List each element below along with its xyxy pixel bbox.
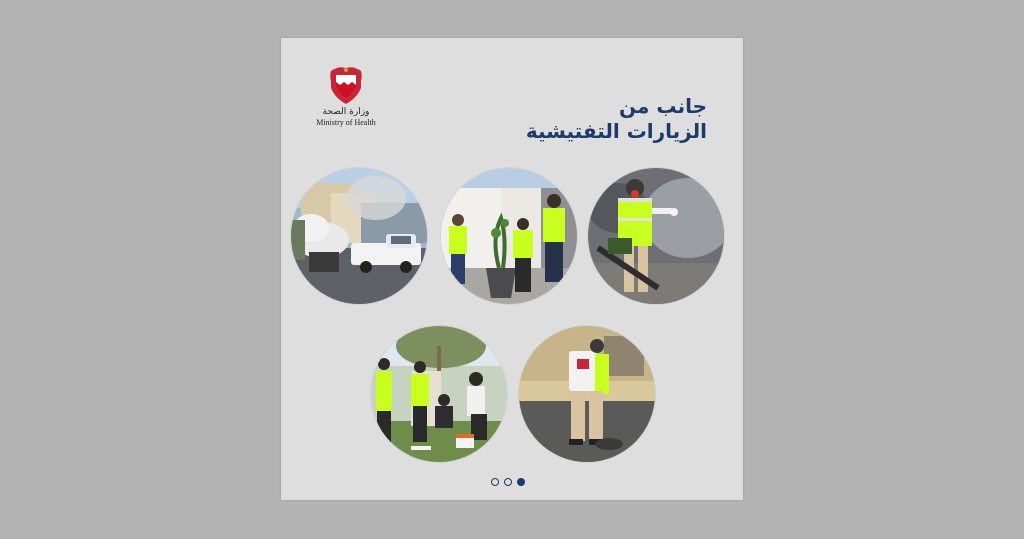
photo-team-garden-inspection[interactable] bbox=[371, 326, 507, 462]
photo-inspectors-planter-image bbox=[441, 168, 577, 304]
photo-team-garden-inspection-image bbox=[371, 326, 507, 462]
logo-english-name: Ministry of Health bbox=[316, 118, 376, 127]
carousel-dot-1[interactable] bbox=[491, 478, 499, 486]
ministry-logo bbox=[311, 66, 381, 136]
photo-worker-fogging-machine-image bbox=[588, 168, 724, 304]
post-title-line1: جانب من bbox=[619, 94, 707, 118]
logo-arabic-name: وزارة الصحة bbox=[322, 107, 370, 117]
post-title bbox=[526, 94, 707, 144]
carousel-dot-3-active[interactable] bbox=[517, 478, 525, 486]
bahrain-emblem-icon bbox=[327, 66, 365, 106]
photo-worker-backpack-sprayer[interactable] bbox=[519, 326, 655, 462]
photo-fogging-truck-image bbox=[291, 168, 427, 304]
photo-inspectors-planter[interactable] bbox=[441, 168, 577, 304]
carousel-indicator bbox=[491, 478, 525, 486]
photo-worker-backpack-sprayer-image bbox=[519, 326, 655, 462]
carousel-dot-2[interactable] bbox=[504, 478, 512, 486]
post-card bbox=[281, 38, 743, 500]
photo-fogging-truck[interactable] bbox=[291, 168, 427, 304]
post-title-line2: الزيارات التفتيشية bbox=[525, 119, 707, 143]
photo-worker-fogging-machine[interactable] bbox=[588, 168, 724, 304]
